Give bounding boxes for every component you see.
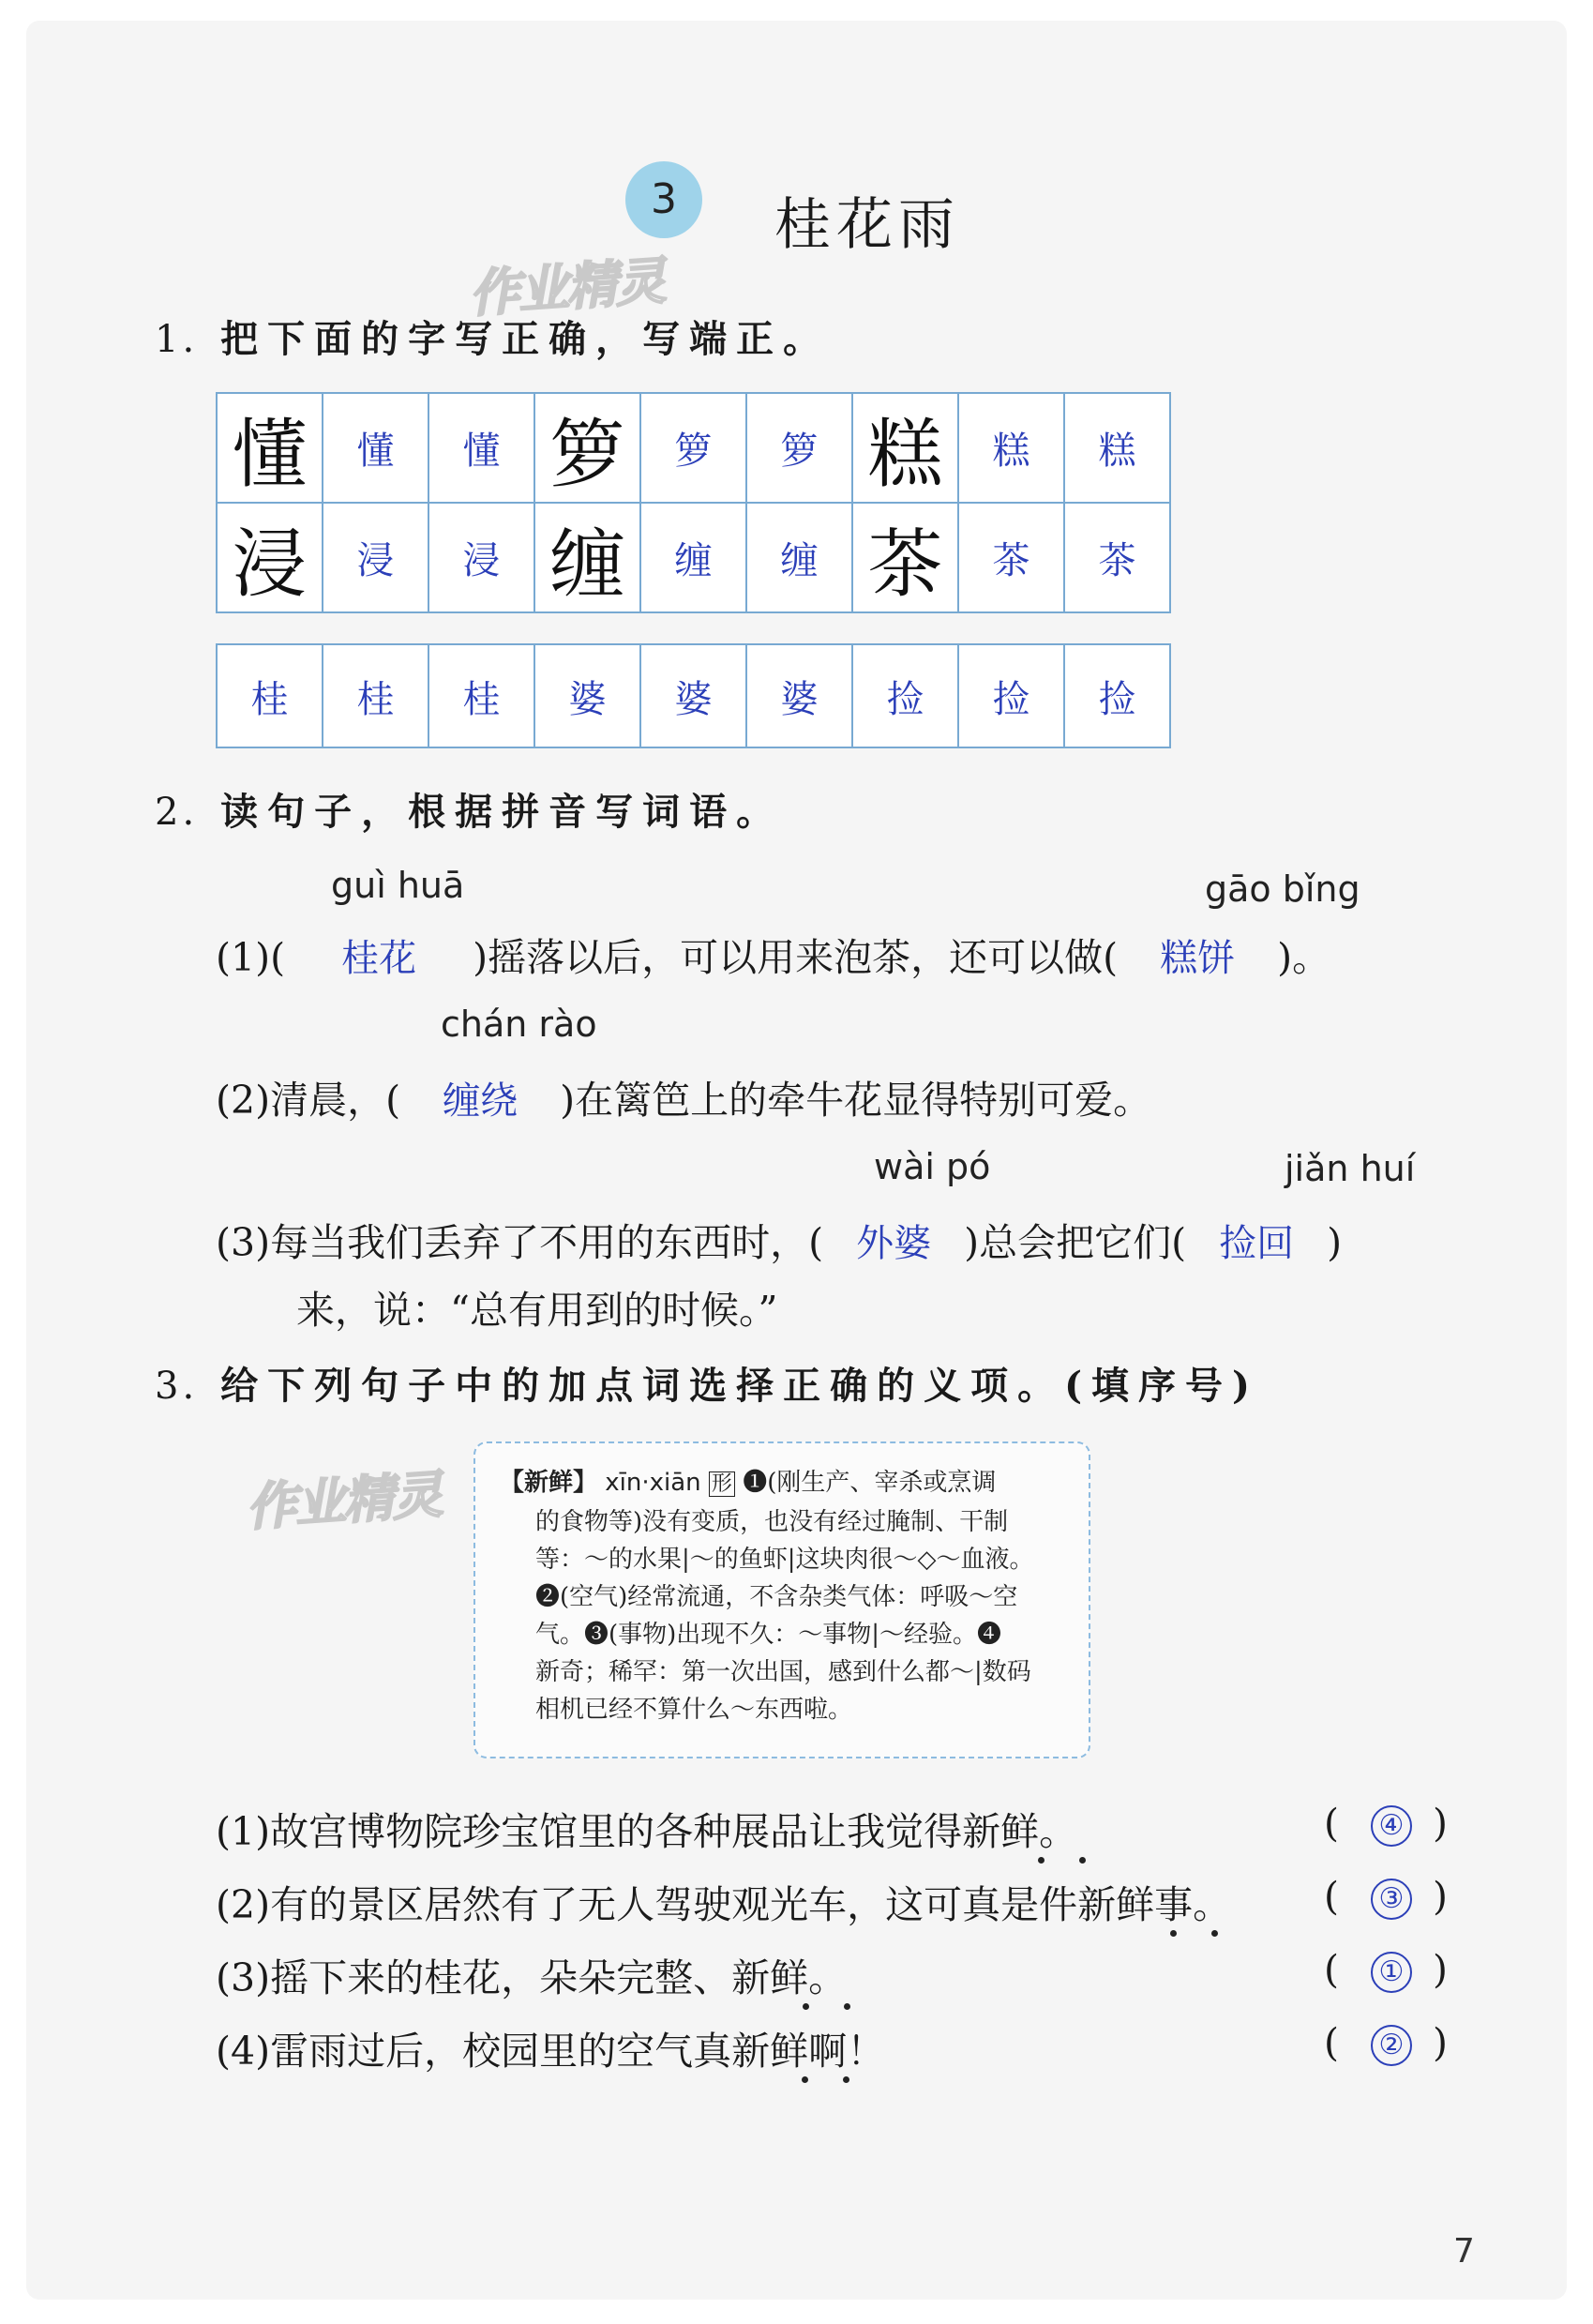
dict-pos: 形 [709,1471,735,1497]
answer-open-paren: ( [1324,2020,1339,2065]
open-paren: ( [1103,935,1119,980]
grid-model-char: 糕 [852,393,958,503]
q2-item-3-continued: 来，说：“总有用到的时候。” [296,1288,778,1333]
dict-line: ❷(空气)经常流通，不含杂类气体：呼吸～空 [535,1583,1018,1611]
pinyin-hint: gāo bǐng [1205,868,1360,910]
dict-text: ❶(刚生产、宰杀或烹调 [743,1469,997,1497]
extra-answer-char: 捡 [958,644,1064,747]
pinyin-hint: wài pó [874,1146,991,1187]
character-practice-grid [216,392,1171,613]
answer-word: 捡回 [1219,1222,1295,1265]
item-number: (1) [216,935,271,980]
item-number: (2) [216,1882,271,1927]
extra-answer-char: 婆 [746,644,852,747]
pinyin-hint: chán rào [441,1004,597,1045]
answer-open-paren: ( [1324,1801,1339,1846]
open-paren: ( [270,935,286,980]
sentence-text: 在篱笆上的牵牛花显得特别可爱。 [575,1078,1152,1123]
grid-model-char: 茶 [852,503,958,612]
q3-number: 3. [155,1365,199,1408]
extra-answer-char: 桂 [323,644,428,747]
q2-item-1 [216,927,1330,982]
close-paren: )。 [1277,935,1331,980]
dict-line: 的食物等)没有变质，也没有经过腌制、干制 [535,1508,1009,1536]
grid-answer-char: 浸 [428,503,534,612]
grid-answer-char: 茶 [1064,503,1170,612]
close-paren: ) [1327,1220,1343,1265]
answer-close-paren: ) [1433,1947,1448,1992]
sentence-text: 摇下来的桂花，朵朵完整、新鲜。 [270,1955,848,2000]
dictionary-entry-box [473,1441,1090,1758]
grid-answer-char: 浸 [323,503,428,612]
answer-choice: ④ [1371,1805,1412,1847]
close-paren: ) [473,935,488,980]
dict-line: 等：～的水果|～的鱼虾|这块肉很～◇～血液。 [535,1546,1034,1574]
grid-answer-char: 缠 [640,503,746,612]
sentence-text: 雷雨过后，校园里的空气真新鲜啊！ [270,2029,886,2074]
answer-close-paren: ) [1433,1874,1448,1919]
sentence-text: 故宫博物院珍宝馆里的各种展品让我觉得新鲜。 [270,1809,1078,1854]
extra-answer-char: 婆 [640,644,746,747]
answer-word: 桂花 [341,937,417,980]
q1-heading [155,309,830,363]
item-number: (1) [216,1809,271,1854]
grid-model-char: 懂 [217,393,323,503]
dict-line: 新奇；稀罕：第一次出国，感到什么都～|数码 [535,1658,1031,1686]
q1-number: 1. [155,318,199,361]
q3-heading [155,1356,1259,1410]
dict-line: 气。❸(事物)出现不久：～事物|～经验。❹ [535,1621,1002,1649]
open-paren: ( [385,1078,401,1123]
pinyin-hint: guì huā [331,865,465,906]
pinyin-hint: jiǎn huí [1285,1148,1416,1189]
extra-answer-char: 捡 [852,644,958,747]
lesson-title: 桂花雨 [774,192,960,258]
dict-line: 相机已经不算什么～东西啦。 [535,1696,853,1724]
item-number: (3) [216,1220,271,1265]
q3-item-1 [216,1801,1077,1856]
item-number: (2) [216,1078,271,1123]
answer-choice: ③ [1371,1879,1412,1920]
sentence-text: 摇落以后，可以用来泡茶，还可以做 [488,935,1104,980]
grid-model-char: 箩 [534,393,640,503]
watermark: 作业精灵 [244,1464,443,1538]
grid-model-char: 缠 [534,503,640,612]
extra-answer-char: 捡 [1064,644,1170,747]
open-paren: ( [808,1220,824,1265]
answer-choice: ① [1371,1952,1412,1993]
q2-heading [155,782,783,836]
dict-line [500,1464,1064,1503]
item-number: (3) [216,1955,271,2000]
extra-answer-char: 婆 [534,644,640,747]
answer-choice: ② [1371,2025,1412,2066]
page-number: 7 [1453,2232,1475,2271]
sentence-text: 每当我们丢弃了不用的东西时， [270,1220,809,1265]
dict-pinyin: xīn·xiān [605,1469,701,1497]
watermark: 作业精灵 [467,250,667,324]
q3-heading-text: 给下列句子中的加点词选择正确的义项。(填序号) [220,1364,1259,1408]
answer-open-paren: ( [1324,1947,1339,1992]
grid-answer-char: 茶 [958,503,1064,612]
answer-word: 外婆 [856,1222,932,1265]
extra-answer-char: 桂 [217,644,323,747]
grid-answer-char: 糕 [958,393,1064,503]
dict-headword: 【新鲜】 [500,1469,598,1497]
q3-item-4 [216,2020,885,2075]
q3-item-3 [216,1947,847,2002]
q1-heading-text: 把下面的字写正确，写端正。 [220,317,831,361]
grid-model-char: 浸 [217,503,323,612]
grid-answer-char: 箩 [640,393,746,503]
open-paren: ( [1171,1220,1187,1265]
extra-practice-row [216,643,1171,748]
item-number: (4) [216,2029,271,2074]
sentence-text: 清晨， [270,1078,386,1123]
sentence-text: 总会把它们 [979,1220,1172,1265]
grid-answer-char: 懂 [428,393,534,503]
answer-open-paren: ( [1324,1874,1339,1919]
lesson-number-badge: 3 [625,161,702,238]
q2-item-3 [216,1212,1342,1267]
answer-word: 糕饼 [1160,937,1236,980]
q3-item-2 [216,1874,1231,1929]
sentence-text: 有的景区居然有了无人驾驶观光车，这可真是件新鲜事。 [270,1882,1232,1927]
grid-answer-char: 糕 [1064,393,1170,503]
close-paren: ) [560,1078,576,1123]
answer-close-paren: ) [1433,1801,1448,1846]
q2-number: 2. [155,791,199,834]
grid-answer-char: 缠 [746,503,852,612]
q2-heading-text: 读句子，根据拼音写词语。 [220,790,784,834]
close-paren: ) [964,1220,980,1265]
q2-item-2 [216,1069,1151,1124]
grid-answer-char: 箩 [746,393,852,503]
answer-close-paren: ) [1433,2020,1448,2065]
extra-answer-char: 桂 [428,644,534,747]
grid-answer-char: 懂 [323,393,428,503]
answer-word: 缠绕 [443,1079,518,1123]
